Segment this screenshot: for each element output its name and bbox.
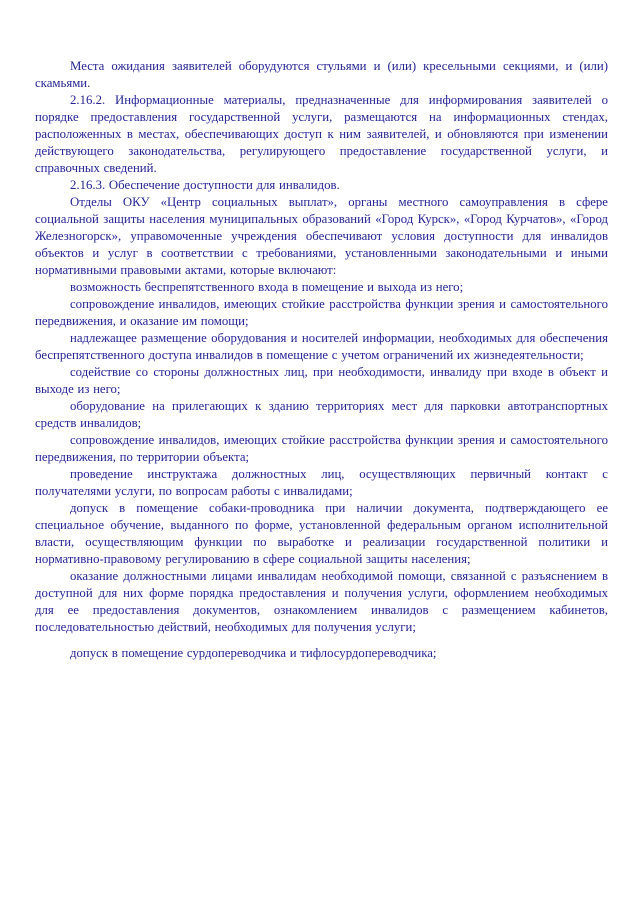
list-item: допуск в помещение сурдопереводчика и тифлосурдопереводчика; — [70, 646, 437, 660]
list-item: оказание должностными лицами инвалидам необходимой помощи, связанной с разъяснением в доступной для них форме порядка предоставления и получения услуги, оформлением необходимых для ее предоставления документов, ознакомлением инвалидов с размещением кабинетов, последовательностью действий, необходимых для получения услуги; — [35, 569, 608, 634]
list-item: сопровождение инвалидов, имеющих стойкие расстройства функции зрения и самостоятельного передвижения, по территории объекта; — [35, 433, 608, 464]
list-item: оборудование на прилегающих к зданию территориях мест для парковки автотранспортных средств инвалидов; — [35, 399, 608, 430]
paragraph: Отделы ОКУ «Центр социальных выплат», органы местного самоуправления в сфере социальной защиты населения муниципальных образований «Город Курск», «Город Курчатов», «Город Железногорск», управомоченные учреждения обеспечивают условия доступности для инвалидов объектов и услуг в соответствии с требованиями, установленными законодательными и иными нормативными правовыми актами, которые включают: — [35, 195, 608, 277]
paragraph: 2.16.2. Информационные материалы, предназначенные для информирования заявителей о порядке предоставления государственной услуги, размещаются на информационных стендах, расположенных в местах, обеспечивающих доступ к ним заявителей, и обновляются при изменении действующего законодательства, регулирующего предоставление государственной услуги, и справочных сведений. — [35, 93, 608, 175]
paragraph: Места ожидания заявителей оборудуются стульями и (или) кресельными секциями, и (или) скамьями. — [35, 59, 608, 90]
list-item: сопровождение инвалидов, имеющих стойкие расстройства функции зрения и самостоятельного передвижения, и оказание им помощи; — [35, 297, 608, 328]
list-item: надлежащее размещение оборудования и носителей информации, необходимых для обеспечения беспрепятственного доступа инвалидов в помещение с учетом ограничений их жизнедеятельности; — [35, 331, 608, 362]
list-item: проведение инструктажа должностных лиц, осуществляющих первичный контакт с получателями услуги, по вопросам работы с инвалидами; — [35, 467, 608, 498]
list-item: возможность беспрепятственного входа в помещение и выхода из него; — [70, 280, 464, 294]
section-heading: 2.16.3. Обеспечение доступности для инвалидов. — [70, 178, 340, 192]
list-item: допуск в помещение собаки-проводника при наличии документа, подтверждающего ее специальное обучение, выданного по форме, установленной федеральным органом исполнительной власти, осуществляющим функции по выработке и реализации государственной политики и нормативно-правовому регулированию в сфере социальной защиты населения; — [35, 501, 608, 566]
list-item: содействие со стороны должностных лиц, при необходимости, инвалиду при входе в объект и выходе из него; — [35, 365, 608, 396]
